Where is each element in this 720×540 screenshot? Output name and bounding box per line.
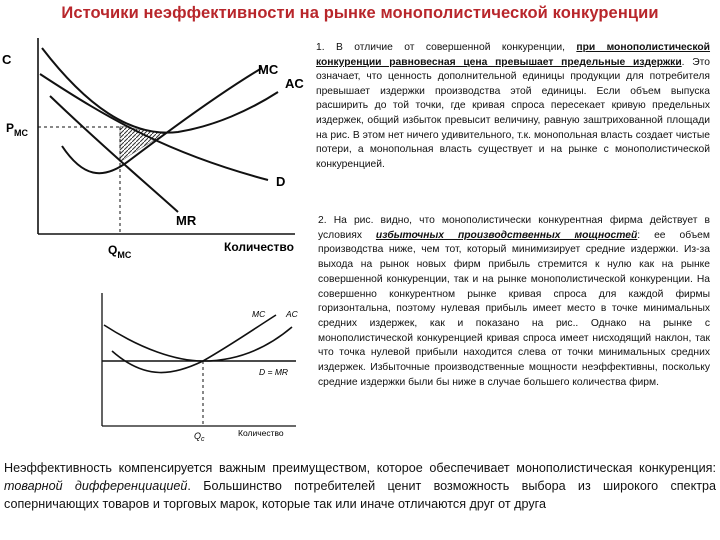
demand-curve-label: D (276, 174, 286, 189)
paragraph-price-exceeds-mc: 1. В отличие от совершенной конкуренции, при монополистической конкуренции равновесная цена превышает предельные издержки. Это означает, что ценность дополнительной единицы продукции для потребителя превышает издержки производства этой единицы. Если объем выпуска расширить до той точки, где кривая спроса пересекает кривую предельных издержек, общий избыток превысит величину, равную заштрихованной площади на рис. В этом нет ничего удивительного, т.к. монопольная власть создает чистые потери, а монопольная власть существует и на рынке с монополистической конкуренцией. (316, 42, 711, 170)
key-phrase: товарной дифференциацией (4, 479, 188, 493)
page-title: Источики неэффективности на рынке монополистической конкуренции (61, 4, 659, 22)
ac-curve-label: AC (285, 76, 304, 91)
mc-curve (62, 68, 262, 173)
fig2-x-axis-label: Количество (238, 428, 284, 438)
quantity-label: $Q_{MC}$ (108, 243, 132, 260)
y-axis-label: C (2, 52, 12, 67)
figure-perfect-competition (96, 289, 311, 449)
ac-curve (42, 48, 278, 133)
mc-curve-label: MC (258, 62, 279, 77)
fig2-demand-label: D = MR (259, 367, 289, 377)
key-phrase: при монополистической конкуренции равновесная цена превышает предельные издержки (316, 42, 711, 68)
fig2-quantity-label: $Q_c$ (194, 431, 205, 443)
paragraph-excess-capacity: 2. На рис. видно, что монополистически конкурентная фирма действует в условиях избыточных производственных мощностей: ее объем производства ниже, чем тот, который минимизирует средние издержки. Из-за выхода на рынок новых фирм прибыль стремится к нулю как на рынке совершенной конкуренции, так и на рынке монополистической конкуренции. На совершенно конкурентном рынке кривая спроса для каждой фирмы горизонтальна, поэтому нулевая прибыль имеет место в точке минимальных средних издержек, как и показано на рис.. Однако на рынке с монополистической конкуренцией кривая спроса имеет нисходящий наклон, так что точка нулевой прибыли находится слева от точки минимальных средних издержек. Избыточные производственные мощности неэффективны, поскольку средние издержки были бы ниже в случае большего количества фирм. (318, 215, 710, 388)
figure-monopolistic-competition (0, 34, 305, 294)
fig2-ac-curve (104, 325, 292, 361)
fig2-ac-label: AC (286, 309, 298, 319)
paragraph-product-differentiation: Неэффективность компенсируется важным преимуществом, которое обеспечивает монополистическая конкуренция: товарной дифференциацией. Большинство потребителей ценит возможность выбора из широкого спектра соперничающих товаров и торговых марок, которые так или иначе отличаются друг от друга (4, 461, 716, 511)
key-phrase: избыточных производственных мощностей (375, 229, 638, 241)
x-axis-label: Количество (224, 240, 294, 254)
mr-curve (50, 96, 178, 212)
mr-curve-label: MR (176, 213, 197, 228)
fig2-mc-label: MC (252, 309, 266, 319)
price-label: $P_{MC}$ (6, 121, 29, 138)
